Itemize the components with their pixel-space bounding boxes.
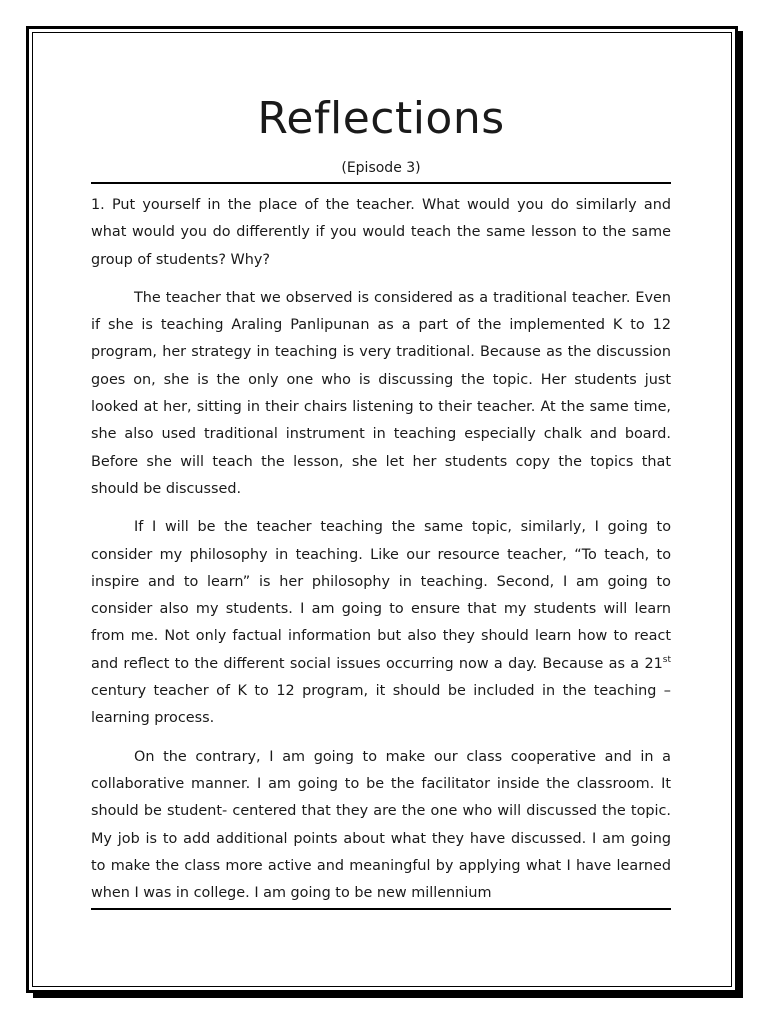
document-subtitle: (Episode 3) bbox=[341, 160, 421, 176]
reflection-question: 1. Put yourself in the place of the teacher. What would you do similarly and what would you do differently if you would teach the same lesson to the same group of students? Why? bbox=[91, 197, 671, 268]
document-title: Reflections bbox=[257, 93, 505, 144]
paragraph-differences: On the contrary, I am going to make our class cooperative and in a collaborative manner. I am going to be the facilitator inside the classroom. It should be student- centered that they are the one who will discussed the topic. My job is to add additional points about what they have discussed. I am going to make the class more active and meaningful by applying what I have learned when I was in college. I am going to be new millennium bbox=[91, 748, 671, 902]
paragraph-similarities bbox=[91, 514, 671, 732]
bottom-divider bbox=[91, 908, 671, 910]
document-body bbox=[91, 88, 671, 910]
paragraph-similarities-text-end: century teacher of K to 12 program, it should be included in the teaching – learning process. bbox=[91, 683, 671, 727]
ordinal-suffix: st bbox=[662, 654, 671, 665]
paragraph-observation: The teacher that we observed is considered as a traditional teacher. Even if she is teaching Araling Panlipunan as a part of the implemented K to 12 program, her strategy in teaching is very traditional. Because as the discussion goes on, she is the only one who is discussing the topic. Her students just looked at her, sitting in their chairs listening to their teacher. At the same time, she also used traditional instrument in teaching especially chalk and board. Before she will teach the lesson, she let her students copy the topics that should be discussed. bbox=[91, 289, 671, 497]
title-divider bbox=[91, 182, 671, 184]
paragraph-similarities-text: If I will be the teacher teaching the same topic, similarly, I going to consider my philosophy in teaching. Like our resource teacher, “To teach, to inspire and to learn” is her philosophy in teaching. Second, I am going to consider also my students. I am going to ensure that my students will learn from me. Not only factual information but also they should learn how to react and reflect to the different social issues occurring now a day. Because as a 21 bbox=[91, 519, 671, 672]
